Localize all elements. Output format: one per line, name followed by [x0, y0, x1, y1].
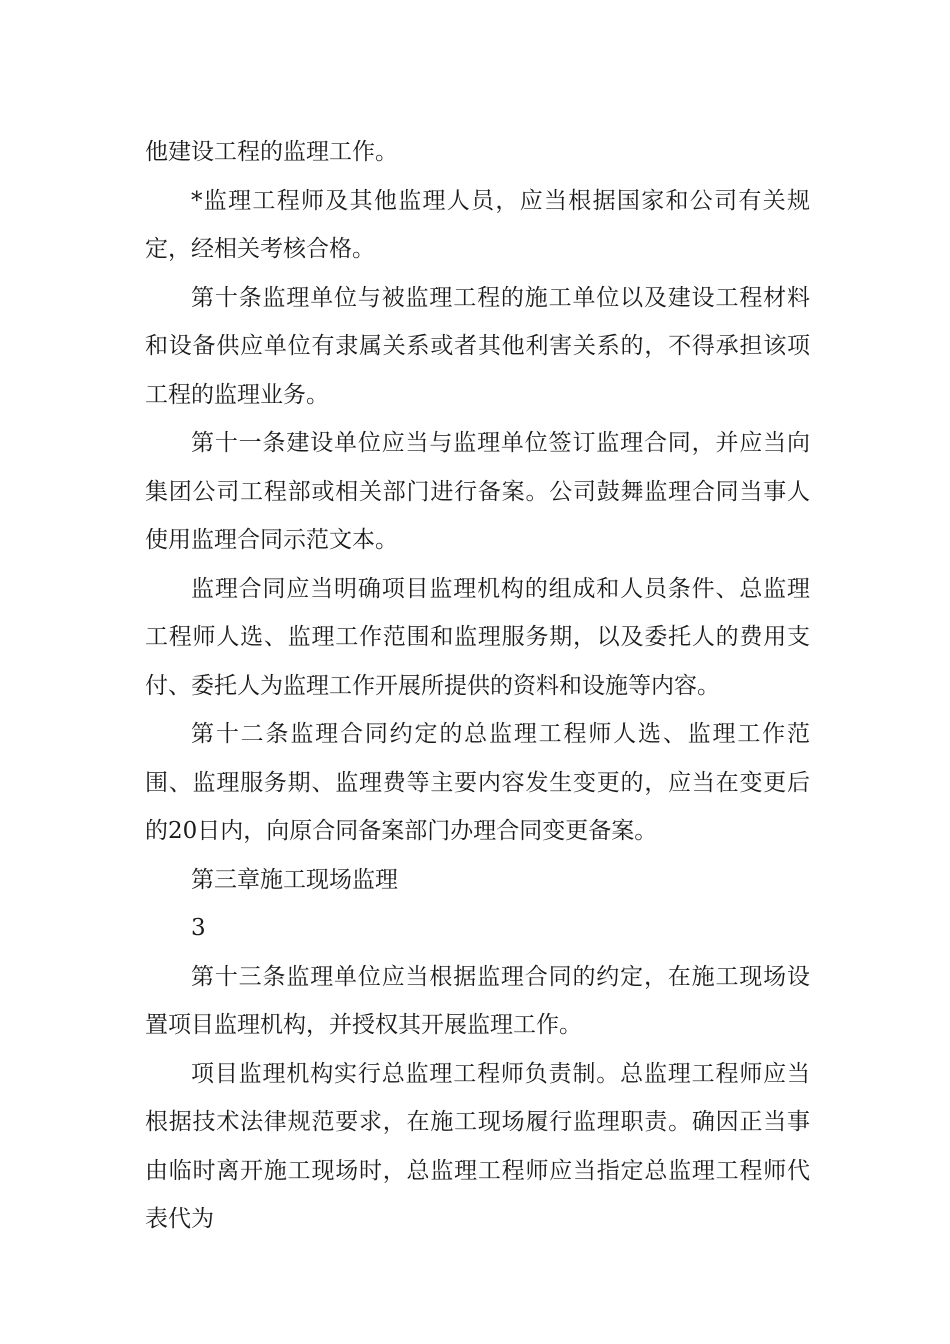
page-number: 3	[191, 915, 206, 941]
paragraph-article-12: 第十二条监理合同约定的总监理工程师人选、监理工作范围、监理服务期、监理费等主要内容发生变更的，应当在变更后的20日内，向原合同备案部门办理合同变更备案。	[145, 721, 810, 844]
chapter-heading: 第三章施工现场监理	[191, 866, 398, 893]
paragraph-qualification: *监理工程师及其他监理人员，应当根据国家和公司有关规定，经相关考核合格。	[145, 187, 810, 262]
paragraph-continuation: 他建设工程的监理工作。	[145, 139, 398, 165]
paragraph-article-11: 第十一条建设单位应当与监理单位签订监理合同，并应当向集团公司工程部或相关部门进行备案。公司鼓舞监理合同当事人使用监理合同示范文本。	[145, 430, 810, 553]
document-page	[145, 128, 810, 1244]
paragraph-article-13: 第十三条监理单位应当根据监理合同的约定，在施工现场设置项目监理机构，并授权其开展监理工作。	[145, 963, 810, 1038]
paragraph-contract-content: 监理合同应当明确项目监理机构的组成和人员条件、总监理工程师人选、监理工作范围和监理服务期，以及委托人的费用支付、委托人为监理工作开展所提供的资料和设施等内容。	[145, 575, 810, 699]
paragraph-article-10: 第十条监理单位与被监理工程的施工单位以及建设工程材料和设备供应单位有隶属关系或者其他利害关系的，不得承担该项工程的监理业务。	[145, 284, 810, 408]
paragraph-chief-engineer: 项目监理机构实行总监理工程师负责制。总监理工程师应当根据技术法律规范要求，在施工现场履行监理职责。确因正当事由临时离开施工现场时，总监理工程师应当指定总监理工程师代表代为	[145, 1060, 810, 1232]
